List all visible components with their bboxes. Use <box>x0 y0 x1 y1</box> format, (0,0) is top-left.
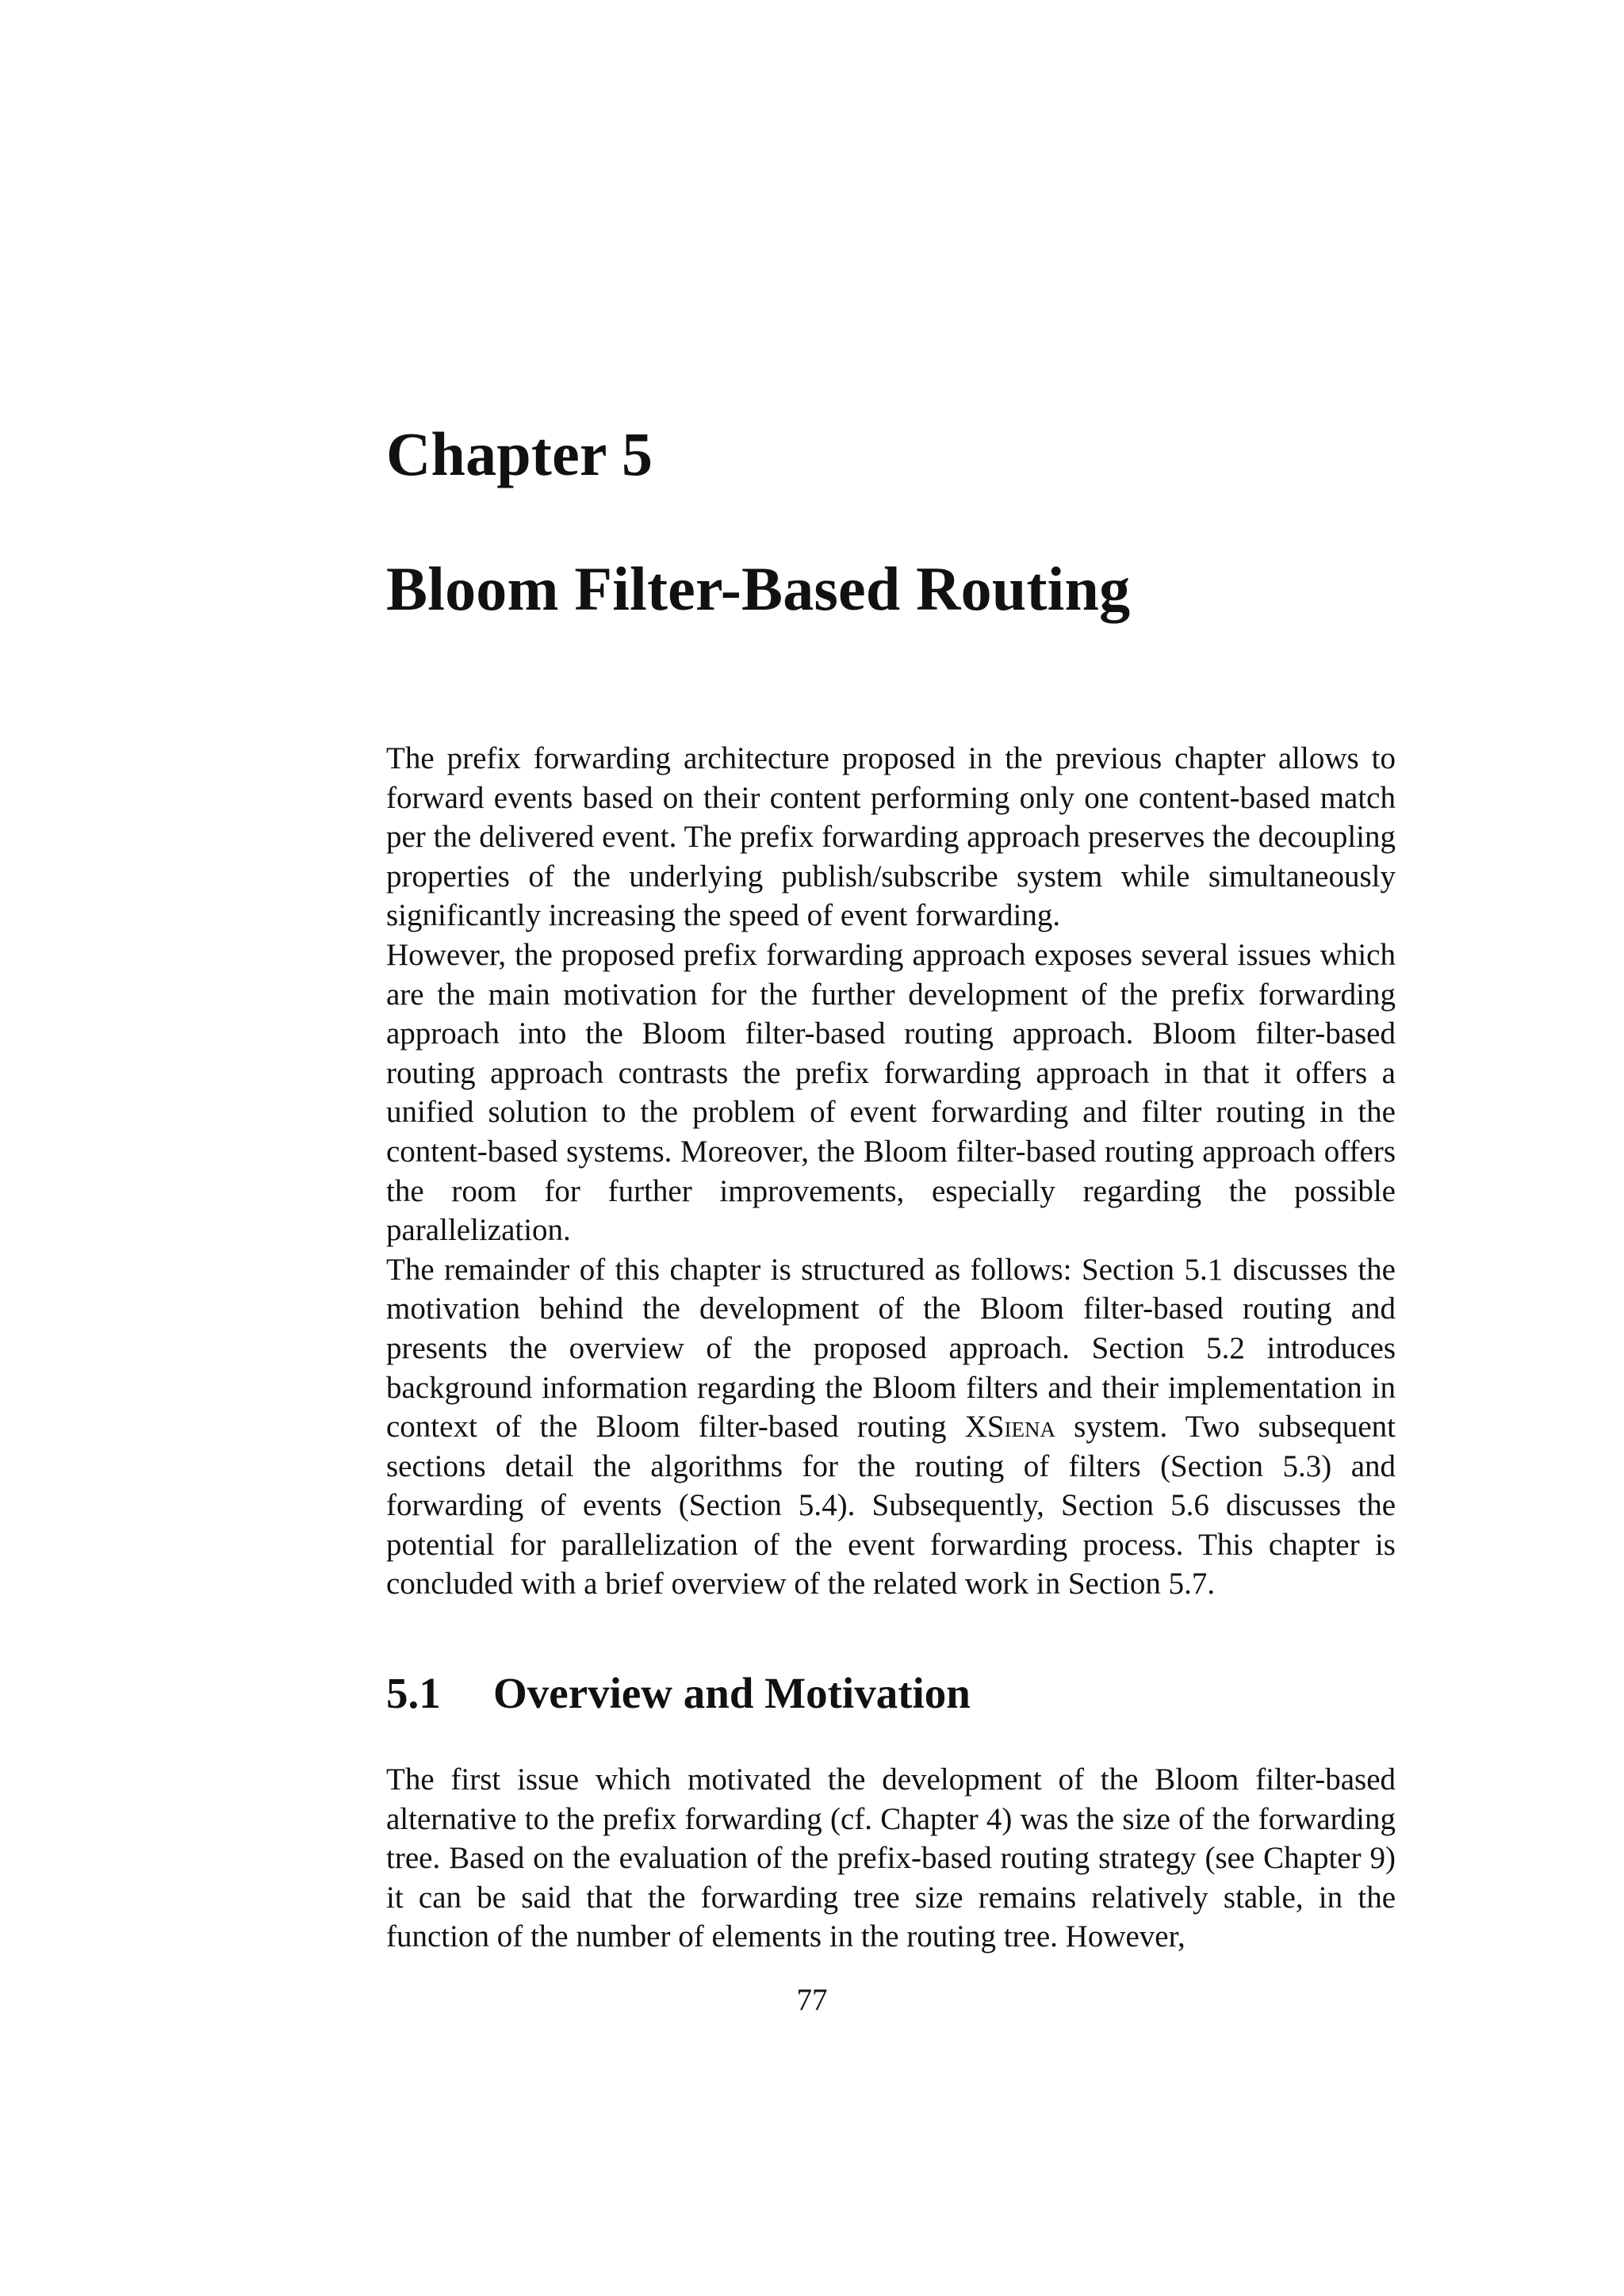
system-name: XSiena <box>964 1410 1055 1445</box>
structure-text-before: The remainder of this chapter is structured as follows: Section 5.1 discusses the motivation behind the development of the Bloom filter-based routing and presents the overview of the proposed approach. Section 5.2 introduces background information regarding the Bloom filters and their implementation in context of the Bloom filter-based routing <box>386 1252 1396 1445</box>
section-heading <box>386 1668 971 1718</box>
intro-paragraph: The prefix forwarding architecture proposed in the previous chapter allows to forward events based on their content performing only one content-based match per the delivered event. The prefix forwarding approach preserves the decoupling properties of the underlying publish/subscribe system while simultaneously significantly increasing the speed of event forwarding. <box>386 741 1396 933</box>
section-paragraph: The first issue which motivated the development of the Bloom filter-based alternative to the prefix forwarding (cf. Chapter 4) was the size of the forwarding tree. Based on the evaluation of the prefix-based routing strategy (see Chapter 9) it can be said that the forwarding tree size remains relatively stable, in the function of the number of elements in the routing tree. However, <box>386 1762 1396 1954</box>
chapter-introduction <box>386 739 1396 1604</box>
section-title: Overview and Motivation <box>493 1669 971 1717</box>
chapter-structure-paragraph <box>386 1250 1396 1604</box>
chapter-label: Chapter 5 <box>386 419 653 488</box>
structure-text-after: system. Two subsequent sections detail the algorithms for the routing of filters (Section 5.3) and forwarding of events (Section 5.4). Subsequently, Section 5.6 discusses the potential for parallelization of the event forwarding process. This chapter is concluded with a brief overview of the related work in Section 5.7. <box>386 1410 1396 1601</box>
section-number: 5.1 <box>386 1669 441 1717</box>
page-number: 77 <box>796 1983 828 2017</box>
chapter-title: Bloom Filter-Based Routing <box>386 554 1131 623</box>
section-body <box>386 1760 1396 1957</box>
intro-paragraph: However, the proposed prefix forwarding approach exposes several issues which are the main motivation for the further development of the prefix forwarding approach into the Bloom filter-based routing approach. Bloom filter-based routing approach contrasts the prefix forwarding approach in that it offers a unified solution to the problem of event forwarding and filter routing in the content-based systems. Moreover, the Bloom filter-based routing approach offers the room for further improvements, especially regarding the possible parallelization. <box>386 937 1396 1248</box>
